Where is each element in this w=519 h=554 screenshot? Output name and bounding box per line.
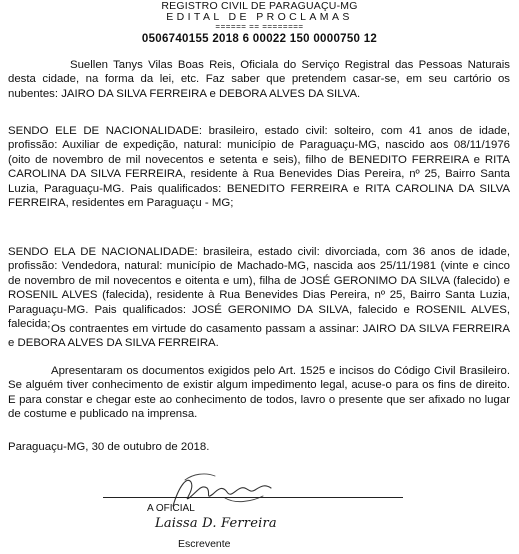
bride-paragraph: SENDO ELA DE NACIONALIDADE: brasileira, estado civil: divorciada, com 36 anos de idade, profissão: Vendedora, natural: município de Machado-MG, nascida aos 25/11/1981 (vinte e cinco de novembro de mil novecentos e oitenta e um), filha de JOSÉ GERONIMO DA SILVA (falecido) e ROSENIL ALVES (falecida), residente à Rua Benevides Dias Pereira, nº 25, Bairro Santa Luzia, Paraguaçu-MG. Pais qualificados: JOSÉ GERONIMO DA SILVA, falecido e ROSENIL ALVES, falecida; [8, 246, 510, 331]
signature-line [103, 497, 403, 498]
signature-role: Escrevente [178, 538, 231, 550]
place-date: Paraguaçu-MG, 30 de outubro de 2018. [8, 441, 210, 453]
signature-label: A OFICIAL [147, 503, 195, 514]
protocol-number: 0506740155 2018 6 00022 150 0000750 12 [141, 33, 378, 45]
signature-stamp-name: Laissa D. Ferreira [155, 516, 277, 531]
title-separator: ====== == ======== [215, 22, 304, 31]
intro-paragraph: Suellen Tanys Vilas Boas Reis, Oficiala do Serviço Registral das Pessoas Naturais desta cidade, na forma da lei, etc. Faz saber que pretendem casar-se, em seu cartório os nubentes: JAIRO DA SILVA FERREIRA e DEBORA ALVES DA SILVA. [8, 59, 510, 100]
documents-paragraph: Apresentaram os documentos exigidos pelo Art. 1525 e incisos do Código Civil Brasileiro. Se alguém tiver conhecimento de existir algum impedimento legal, acuse-o para os fins de direito. E para constar e chegar este ao conhecimento de todos, lavro o presente que ser afixado no lugar de costume e publicado na imprensa. [8, 365, 510, 421]
names-after-marriage-paragraph: Os contraentes em virtude do casamento passam a assinar: JAIRO DA SILVA FERREIRA e DEBORA ALVES DA SILVA FERREIRA. [8, 323, 510, 350]
edital-title: EDITAL DE PROCLAMAS [166, 11, 353, 23]
groom-paragraph: SENDO ELE DE NACIONALIDADE: brasileiro, estado civil: solteiro, com 41 anos de idade, profissão: Auxiliar de expedição, natural: município de Paraguaçu-MG, nascido aos 08/11/1976 (oito de novembro de mil novecentos e setenta e seis), filho de BENEDITO FERREIRA e RITA CAROLINA DA SILVA FERREIRA, residente à Rua Benevides Dias Pereira, nº 25, Bairro Santa Luzia, Paraguaçu-MG. Pais qualificados: BENEDITO FERREIRA e RITA CAROLINA DA SILVA FERREIRA, residentes em Paraguaçu - MG; [8, 125, 510, 210]
registry-title: REGISTRO CIVIL DE PARAGUAÇU-MG [161, 0, 358, 12]
